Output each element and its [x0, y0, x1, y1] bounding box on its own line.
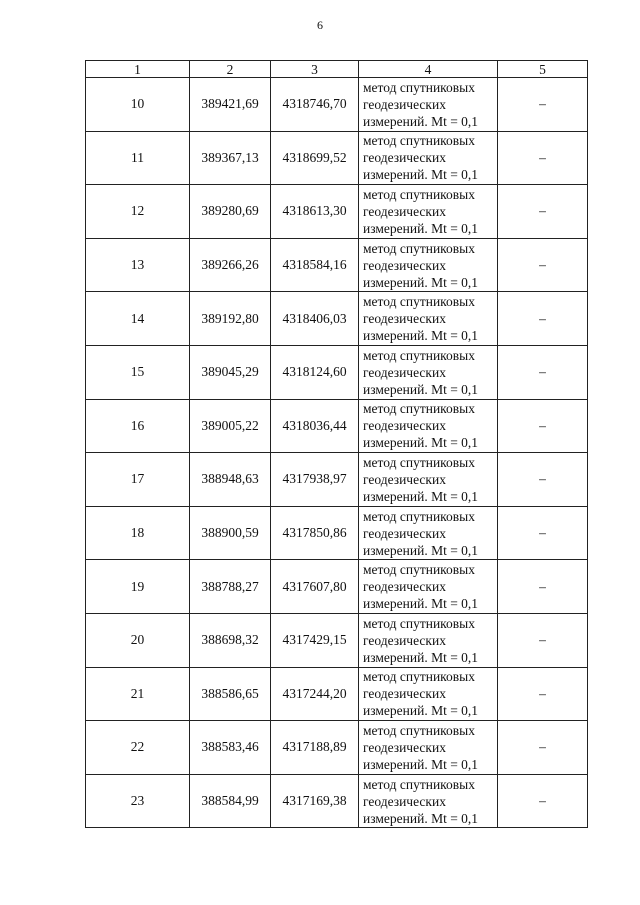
- method-line: измерений. Mt = 0,1: [363, 756, 479, 772]
- x-coordinate-cell: 389045,29: [190, 345, 271, 399]
- x-coordinate-cell: 389421,69: [190, 78, 271, 132]
- table-row: [86, 399, 588, 453]
- column-header: 3: [271, 61, 359, 78]
- x-coordinate-cell: 388584,99: [190, 774, 271, 828]
- point-number-cell: 12: [86, 185, 190, 239]
- method-line: измерений. Mt = 0,1: [363, 435, 479, 451]
- method-line: измерений. Mt = 0,1: [363, 167, 479, 183]
- x-coordinate-cell: 389266,26: [190, 238, 271, 292]
- method-cell: [359, 131, 498, 185]
- y-coordinate-cell: 4317938,97: [271, 453, 359, 507]
- method-line: геодезических: [363, 579, 446, 595]
- table-row: [86, 721, 588, 775]
- x-coordinate-cell: 388698,32: [190, 613, 271, 667]
- column-5-cell: –: [498, 238, 588, 292]
- method-line: геодезических: [363, 418, 446, 434]
- point-number-cell: 23: [86, 774, 190, 828]
- y-coordinate-cell: 4318406,03: [271, 292, 359, 346]
- method-line: метод спутниковых: [363, 240, 475, 256]
- x-coordinate-cell: 388948,63: [190, 453, 271, 507]
- method-cell: [359, 613, 498, 667]
- x-coordinate-cell: 389367,13: [190, 131, 271, 185]
- y-coordinate-cell: 4318584,16: [271, 238, 359, 292]
- y-coordinate-cell: 4318746,70: [271, 78, 359, 132]
- method-line: измерений. Mt = 0,1: [363, 596, 479, 612]
- table-row: [86, 292, 588, 346]
- point-number-cell: 11: [86, 131, 190, 185]
- table-row: [86, 78, 588, 132]
- table-row: [86, 345, 588, 399]
- method-line: метод спутниковых: [363, 669, 475, 685]
- method-line: метод спутниковых: [363, 79, 475, 95]
- column-5-cell: –: [498, 345, 588, 399]
- method-cell: [359, 345, 498, 399]
- column-5-cell: –: [498, 774, 588, 828]
- y-coordinate-cell: 4318699,52: [271, 131, 359, 185]
- y-coordinate-cell: 4317429,15: [271, 613, 359, 667]
- coordinates-table: [85, 60, 588, 828]
- column-5-cell: –: [498, 667, 588, 721]
- method-line: метод спутниковых: [363, 186, 475, 202]
- table-row: [86, 238, 588, 292]
- column-5-cell: –: [498, 560, 588, 614]
- table-body: [86, 78, 588, 828]
- column-5-cell: –: [498, 185, 588, 239]
- point-number-cell: 14: [86, 292, 190, 346]
- method-line: метод спутниковых: [363, 401, 475, 417]
- method-cell: [359, 238, 498, 292]
- column-header: 1: [86, 61, 190, 78]
- point-number-cell: 10: [86, 78, 190, 132]
- x-coordinate-cell: 388586,65: [190, 667, 271, 721]
- method-line: метод спутниковых: [363, 615, 475, 631]
- method-cell: [359, 506, 498, 560]
- point-number-cell: 20: [86, 613, 190, 667]
- method-line: измерений. Mt = 0,1: [363, 542, 479, 558]
- column-5-cell: –: [498, 292, 588, 346]
- method-cell: [359, 560, 498, 614]
- method-cell: [359, 78, 498, 132]
- method-line: геодезических: [363, 471, 446, 487]
- method-line: измерений. Mt = 0,1: [363, 113, 479, 129]
- method-line: геодезических: [363, 686, 446, 702]
- column-5-cell: –: [498, 78, 588, 132]
- method-line: метод спутниковых: [363, 294, 475, 310]
- point-number-cell: 16: [86, 399, 190, 453]
- y-coordinate-cell: 4318124,60: [271, 345, 359, 399]
- point-number-cell: 21: [86, 667, 190, 721]
- column-header: 4: [359, 61, 498, 78]
- method-line: измерений. Mt = 0,1: [363, 381, 479, 397]
- table-row: [86, 506, 588, 560]
- method-line: геодезических: [363, 150, 446, 166]
- method-cell: [359, 453, 498, 507]
- table-row: [86, 131, 588, 185]
- method-line: метод спутниковых: [363, 562, 475, 578]
- y-coordinate-cell: 4317188,89: [271, 721, 359, 775]
- table-header: [86, 61, 588, 78]
- point-number-cell: 17: [86, 453, 190, 507]
- method-cell: [359, 774, 498, 828]
- y-coordinate-cell: 4318036,44: [271, 399, 359, 453]
- point-number-cell: 18: [86, 506, 190, 560]
- table-row: [86, 453, 588, 507]
- method-line: метод спутниковых: [363, 722, 475, 738]
- method-line: геодезических: [363, 257, 446, 273]
- column-header: 5: [498, 61, 588, 78]
- column-5-cell: –: [498, 131, 588, 185]
- y-coordinate-cell: 4317607,80: [271, 560, 359, 614]
- column-5-cell: –: [498, 506, 588, 560]
- table-row: [86, 560, 588, 614]
- point-number-cell: 13: [86, 238, 190, 292]
- point-number-cell: 15: [86, 345, 190, 399]
- method-line: геодезических: [363, 632, 446, 648]
- method-line: измерений. Mt = 0,1: [363, 328, 479, 344]
- column-5-cell: –: [498, 613, 588, 667]
- method-line: измерений. Mt = 0,1: [363, 274, 479, 290]
- method-line: геодезических: [363, 96, 446, 112]
- method-cell: [359, 185, 498, 239]
- method-line: измерений. Mt = 0,1: [363, 220, 479, 236]
- point-number-cell: 19: [86, 560, 190, 614]
- method-line: метод спутниковых: [363, 508, 475, 524]
- table-row: [86, 774, 588, 828]
- y-coordinate-cell: 4318613,30: [271, 185, 359, 239]
- x-coordinate-cell: 389280,69: [190, 185, 271, 239]
- method-line: измерений. Mt = 0,1: [363, 488, 479, 504]
- method-line: геодезических: [363, 525, 446, 541]
- table-row: [86, 613, 588, 667]
- y-coordinate-cell: 4317169,38: [271, 774, 359, 828]
- x-coordinate-cell: 389005,22: [190, 399, 271, 453]
- column-5-cell: –: [498, 721, 588, 775]
- method-line: измерений. Mt = 0,1: [363, 649, 479, 665]
- x-coordinate-cell: 388583,46: [190, 721, 271, 775]
- column-5-cell: –: [498, 453, 588, 507]
- column-5-cell: –: [498, 399, 588, 453]
- method-line: геодезических: [363, 364, 446, 380]
- x-coordinate-cell: 389192,80: [190, 292, 271, 346]
- x-coordinate-cell: 388900,59: [190, 506, 271, 560]
- y-coordinate-cell: 4317850,86: [271, 506, 359, 560]
- y-coordinate-cell: 4317244,20: [271, 667, 359, 721]
- method-line: измерений. Mt = 0,1: [363, 810, 479, 826]
- method-line: геодезических: [363, 203, 446, 219]
- table-row: [86, 185, 588, 239]
- method-line: метод спутниковых: [363, 347, 475, 363]
- method-line: метод спутниковых: [363, 454, 475, 470]
- method-line: измерений. Mt = 0,1: [363, 703, 479, 719]
- method-line: геодезических: [363, 793, 446, 809]
- method-cell: [359, 667, 498, 721]
- method-line: метод спутниковых: [363, 776, 475, 792]
- method-cell: [359, 399, 498, 453]
- point-number-cell: 22: [86, 721, 190, 775]
- column-header: 2: [190, 61, 271, 78]
- method-line: метод спутниковых: [363, 133, 475, 149]
- page-number: 6: [317, 18, 323, 32]
- header-row: [86, 61, 588, 78]
- method-cell: [359, 721, 498, 775]
- method-line: геодезических: [363, 739, 446, 755]
- method-line: геодезических: [363, 311, 446, 327]
- table-row: [86, 667, 588, 721]
- method-cell: [359, 292, 498, 346]
- x-coordinate-cell: 388788,27: [190, 560, 271, 614]
